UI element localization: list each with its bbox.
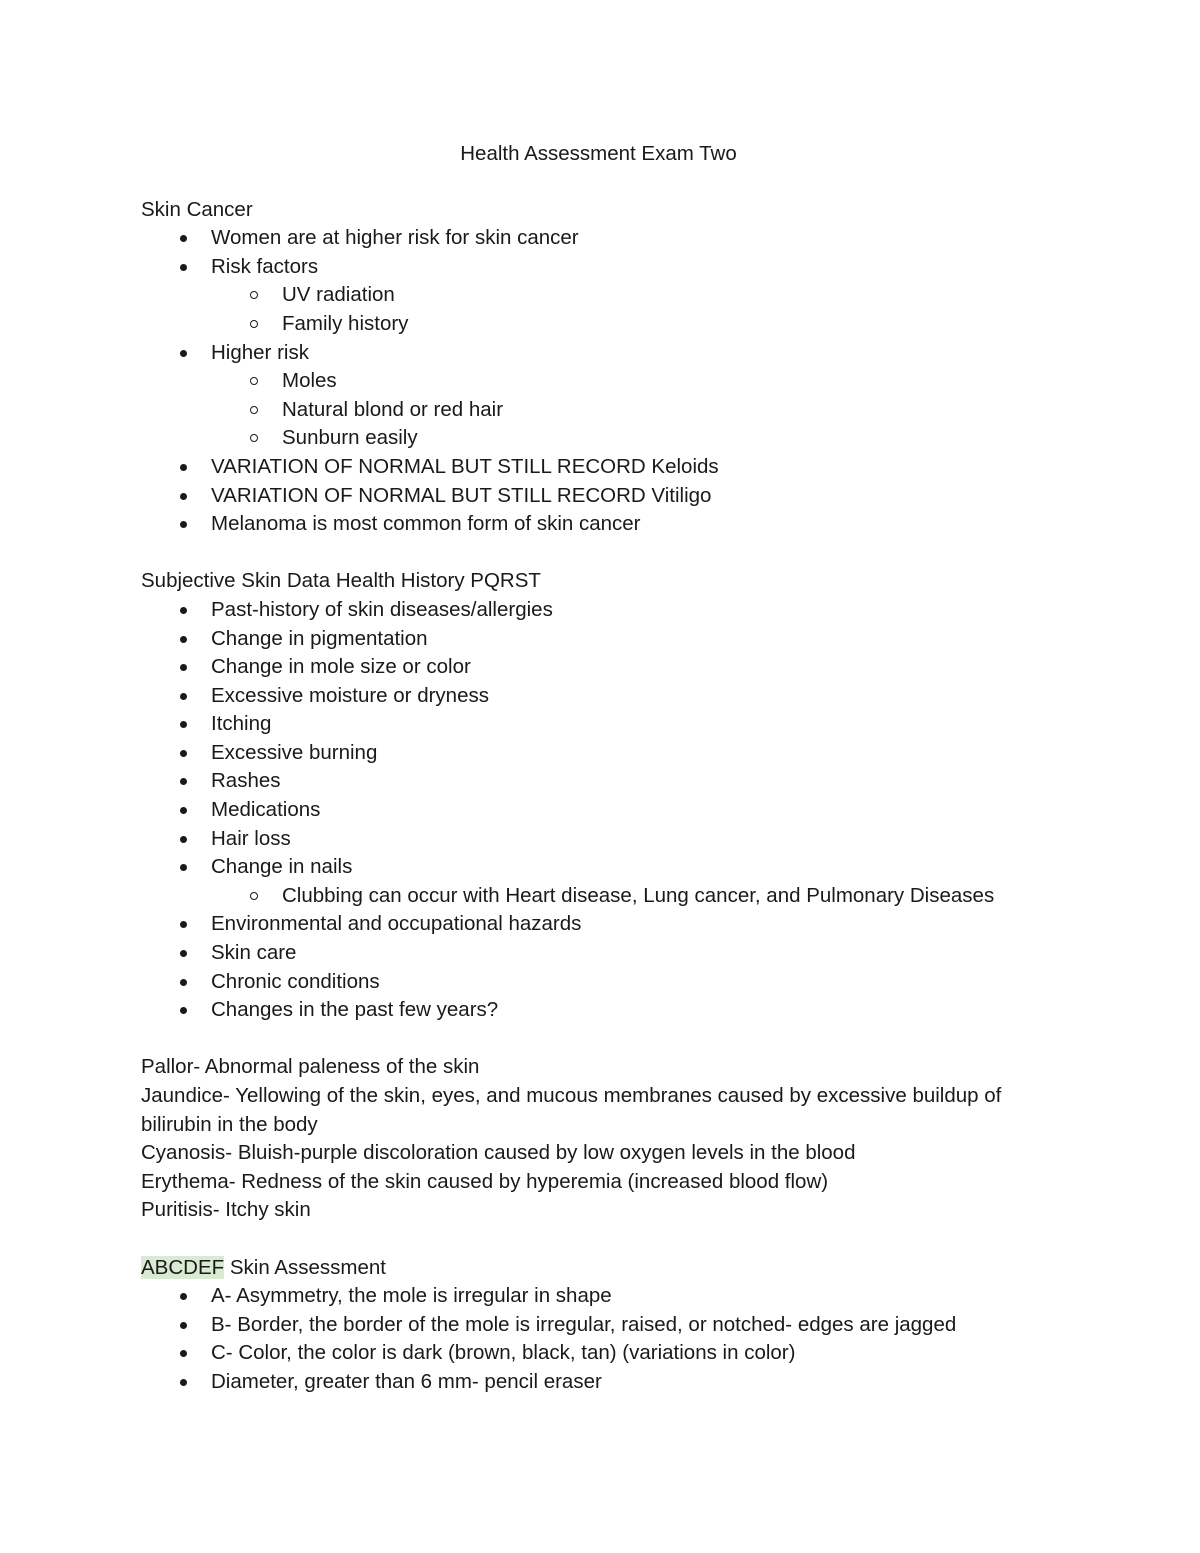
sublist-item-text: UV radiation [282, 283, 395, 307]
list-item-text: Melanoma is most common form of skin cancer [211, 512, 641, 536]
list-item-text: Higher risk [211, 340, 309, 364]
bullet-icon [180, 979, 187, 986]
highlighted-text: ABCDEF [141, 1255, 225, 1279]
list-item-text: Hair loss [211, 826, 291, 850]
skin-cancer-section [141, 196, 1071, 539]
list-item [141, 1282, 1071, 1311]
list-item-text: Change in nails [211, 855, 353, 879]
list-item-text: Past-history of skin diseases/allergies [211, 597, 553, 621]
list-item-text: Excessive burning [211, 740, 378, 764]
list-item [141, 710, 1071, 739]
skin-cancer-list [141, 224, 1071, 539]
risk-factors-sublist [211, 281, 1071, 338]
bullet-icon [180, 1350, 187, 1357]
list-item [141, 625, 1071, 654]
bullet-icon [180, 721, 187, 728]
higher-risk-sublist [211, 367, 1071, 453]
definitions-section [141, 1053, 1071, 1225]
list-item [141, 1339, 1071, 1368]
list-item-text: Change in pigmentation [211, 626, 428, 650]
bullet-icon [180, 350, 187, 357]
list-item-text: Diameter, greater than 6 mm- pencil eraser [211, 1369, 602, 1393]
sublist-item-text: Family history [282, 311, 409, 335]
list-item [141, 510, 1071, 539]
list-item [141, 1311, 1071, 1340]
hollow-bullet-icon [250, 377, 258, 385]
list-item [141, 453, 1071, 482]
bullet-icon [180, 636, 187, 643]
definition-erythema: Erythema- Redness of the skin caused by hyperemia (increased blood flow) [141, 1169, 829, 1193]
bullet-icon [180, 1322, 187, 1329]
hollow-bullet-icon [250, 291, 258, 299]
bullet-icon [180, 836, 187, 843]
page-title: Health Assessment Exam Two [460, 142, 737, 165]
blank-line [141, 539, 1071, 568]
list-item-text: Changes in the past few years? [211, 998, 499, 1022]
list-item [141, 682, 1071, 711]
list-item [141, 910, 1071, 939]
list-item [141, 853, 1071, 910]
list-item [141, 653, 1071, 682]
subjective-list [141, 596, 1071, 1025]
list-item [141, 968, 1071, 997]
bullet-icon [180, 493, 187, 500]
list-item-text: Excessive moisture or dryness [211, 683, 489, 707]
sublist-item-text: Natural blond or red hair [282, 397, 504, 421]
list-item [141, 939, 1071, 968]
list-item-text: Change in mole size or color [211, 655, 471, 679]
list-item [141, 739, 1071, 768]
bullet-icon [180, 235, 187, 242]
list-item-text: VARIATION OF NORMAL BUT STILL RECORD Vitiligo [211, 483, 712, 507]
bullet-icon [180, 464, 187, 471]
definition-jaundice: Jaundice- Yellowing of the skin, eyes, and mucous membranes caused by excessive buildup of [141, 1084, 1002, 1107]
list-item-text: Chronic conditions [211, 969, 380, 993]
list-item [141, 224, 1071, 253]
list-item [141, 482, 1071, 511]
bullet-icon [180, 1293, 187, 1300]
list-item-text: Medications [211, 798, 321, 822]
definition-puritisis: Puritisis- Itchy skin [141, 1198, 311, 1222]
sublist-item [211, 281, 1071, 310]
hollow-bullet-icon [250, 406, 258, 414]
bullet-icon [180, 521, 187, 528]
sublist-item [211, 367, 1071, 396]
bullet-icon [180, 664, 187, 671]
nails-sublist [211, 882, 1071, 911]
list-item-text: Risk factors [211, 254, 319, 278]
bullet-icon [180, 1379, 187, 1386]
hollow-bullet-icon [250, 320, 258, 328]
list-item-text: C- Color, the color is dark (brown, black, tan) (variations in color) [211, 1341, 796, 1365]
list-item-text: Women are at higher risk for skin cancer [211, 226, 579, 250]
subjective-section [141, 567, 1071, 1025]
heading-text: Skin Assessment [224, 1255, 386, 1279]
bullet-icon [180, 607, 187, 614]
list-item [141, 996, 1071, 1025]
list-item [141, 596, 1071, 625]
list-item-text: A- Asymmetry, the mole is irregular in shape [211, 1284, 612, 1308]
bullet-icon [180, 807, 187, 814]
bullet-icon [180, 1007, 187, 1014]
hollow-bullet-icon [250, 434, 258, 442]
definition-pallor: Pallor- Abnormal paleness of the skin [141, 1055, 480, 1079]
sublist-item [211, 310, 1071, 339]
sublist-item [211, 882, 1071, 911]
list-item-text: VARIATION OF NORMAL BUT STILL RECORD Keloids [211, 454, 719, 478]
definition-cyanosis: Cyanosis- Bluish-purple discoloration caused by low oxygen levels in the blood [141, 1141, 856, 1165]
definition-jaundice-continued: bilirubin in the body [141, 1112, 318, 1136]
blank-line [141, 1225, 1071, 1254]
bullet-icon [180, 950, 187, 957]
list-item-text: Rashes [211, 769, 281, 793]
list-item-text: Environmental and occupational hazards [211, 912, 582, 936]
bullet-icon [180, 921, 187, 928]
list-item-text: Itching [211, 712, 272, 736]
list-item [141, 1368, 1071, 1397]
section-heading-skin-cancer: Skin Cancer [141, 197, 253, 221]
sublist-item-text: Moles [282, 369, 337, 393]
list-item [141, 767, 1071, 796]
abcdef-section [141, 1254, 1071, 1397]
sublist-item-text: Sunburn easily [282, 426, 418, 450]
sublist-item [211, 396, 1071, 425]
hollow-bullet-icon [250, 892, 258, 900]
list-item [141, 796, 1071, 825]
blank-line [141, 1025, 1071, 1054]
sublist-item [211, 424, 1071, 453]
section-heading-subjective: Subjective Skin Data Health History PQRST [141, 569, 541, 593]
bullet-icon [180, 264, 187, 271]
list-item [141, 253, 1071, 339]
abcdef-list [141, 1282, 1071, 1396]
bullet-icon [180, 693, 187, 700]
bullet-icon [180, 778, 187, 785]
bullet-icon [180, 750, 187, 757]
list-item [141, 825, 1071, 854]
list-item [141, 339, 1071, 453]
bullet-icon [180, 864, 187, 871]
list-item-text: Skin care [211, 941, 297, 965]
list-item-text: B- Border, the border of the mole is irregular, raised, or notched- edges are jagged [211, 1312, 957, 1336]
document-content [141, 140, 1071, 1397]
section-heading-abcdef [141, 1254, 1071, 1283]
sublist-item-text: Clubbing can occur with Heart disease, Lung cancer, and Pulmonary Diseases [282, 883, 995, 907]
